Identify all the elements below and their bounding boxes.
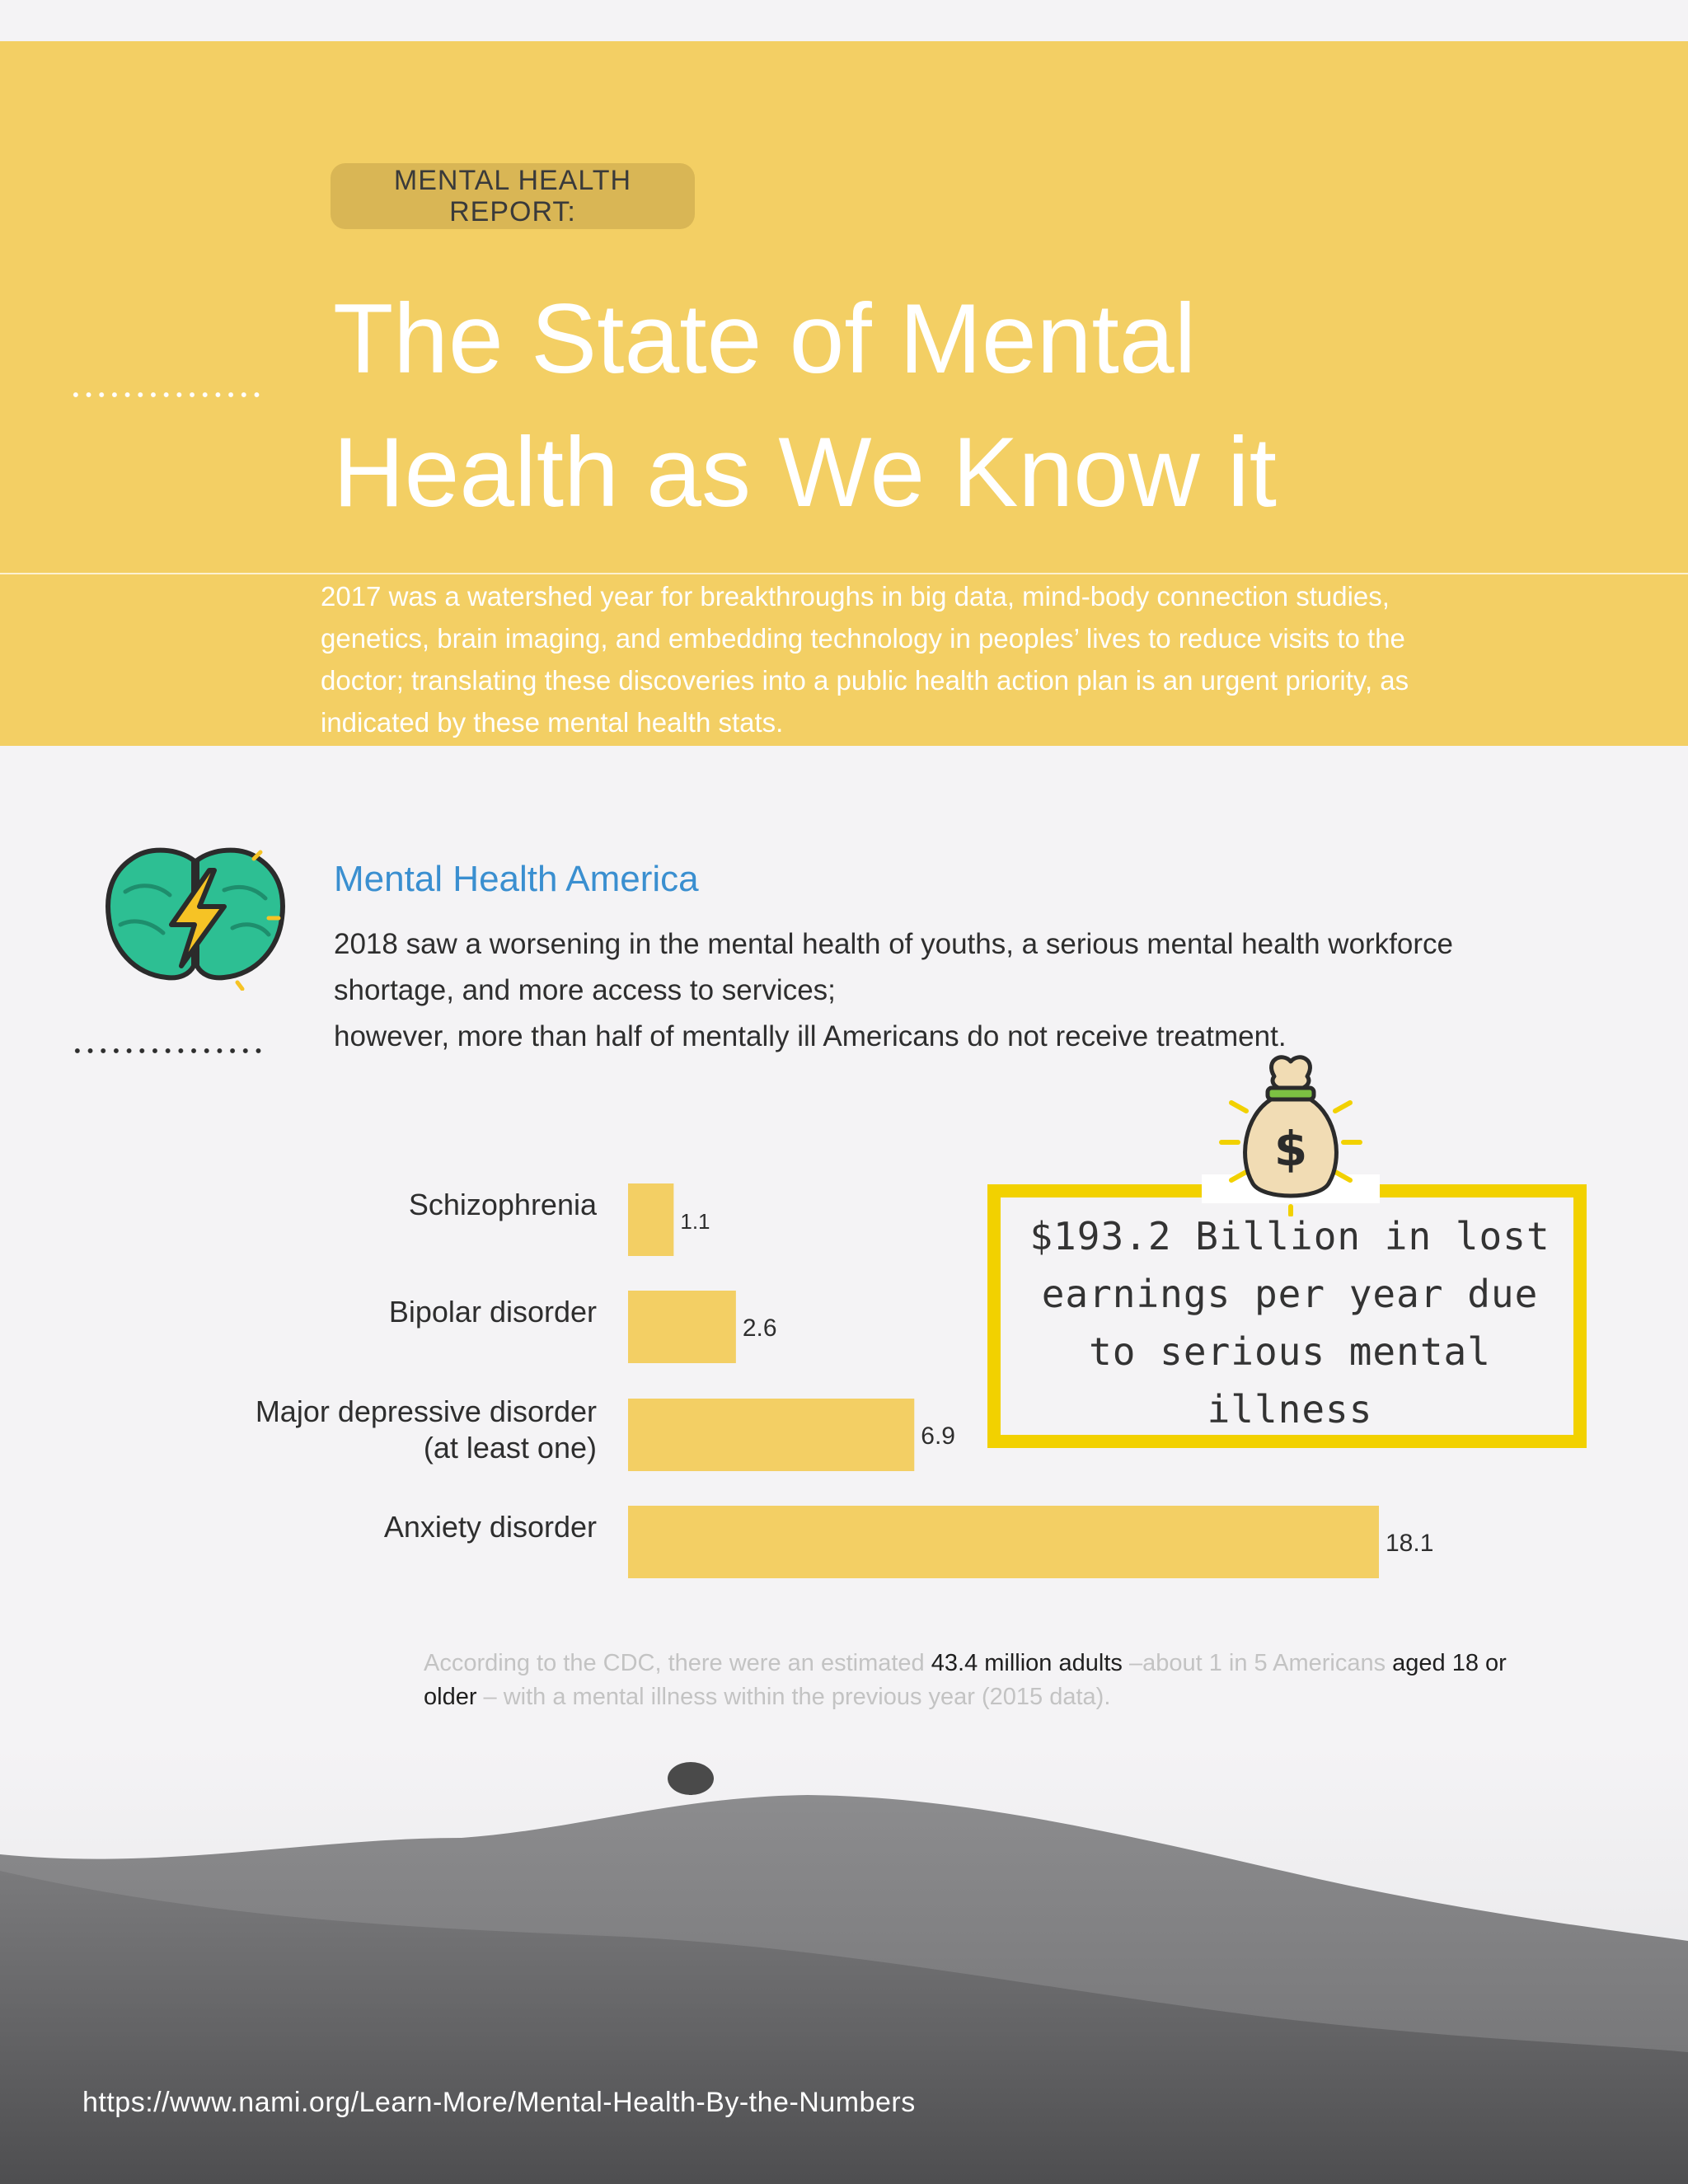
chart-bar: [628, 1399, 914, 1471]
money-bag-icon: [1217, 1052, 1365, 1216]
dotted-divider-section: [71, 1047, 265, 1054]
cdc-note-part-3: – with a mental illness within the previous year (2015 data).: [476, 1684, 1111, 1710]
section-title: Mental Health America: [334, 859, 699, 899]
header-divider: [0, 573, 1688, 574]
page-title: [333, 272, 1487, 539]
title-line-2: Health as We Know it: [333, 417, 1277, 527]
chart-bar: [628, 1291, 736, 1363]
chart-bar: [628, 1506, 1379, 1578]
svg-text:$: $: [1273, 1121, 1308, 1177]
cdc-note-highlight-2: aged 18 or older: [424, 1650, 1507, 1710]
section-body-line-2: however, more than half of mentally ill Americans do not receive treatment.: [334, 1020, 1287, 1052]
chart-value-label: 6.9: [921, 1422, 956, 1450]
cdc-note-highlight-1: 43.4 million adults: [931, 1650, 1123, 1676]
chart-value-label: 1.1: [680, 1209, 710, 1234]
chart-category-label: Schizophrenia: [408, 1188, 597, 1221]
cdc-note-part-2: –about 1 in 5 Americans: [1122, 1650, 1393, 1676]
source-url[interactable]: https://www.nami.org/Learn-More/Mental-Health-By-the-Numbers: [82, 2087, 916, 2118]
chart-value-label: 18.1: [1386, 1530, 1434, 1557]
dotted-divider-header: [69, 391, 264, 398]
section-body-line-1: 2018 saw a worsening in the mental health of youths, a serious mental health workforce shortage, and more access to services;: [334, 928, 1453, 1006]
chart-category-label: Bipolar disorder: [388, 1295, 597, 1329]
report-label: MENTAL HEALTH REPORT:: [393, 165, 632, 227]
earnings-callout-text: $193.2 Billion in lost earnings per year due to serious mental illness: [1029, 1214, 1550, 1432]
cdc-note: [424, 1647, 1561, 1714]
report-label-pill: [331, 163, 695, 229]
section-body: [334, 921, 1529, 1060]
intro-paragraph: 2017 was a watershed year for breakthroughs in big data, mind-body connection studies, genetics, brain imaging, and embedding technology in peoples’ lives to reduce visits to the doctor; translating these discoveries into a public health action plan is an urgent priority, as indicated by these mental health stats.: [321, 581, 1409, 738]
chart-value-label: 2.6: [742, 1315, 777, 1342]
title-line-1: The State of Mental: [333, 284, 1197, 394]
cdc-note-part-1: According to the CDC, there were an estimated: [424, 1650, 931, 1676]
chart-category-label: Anxiety disorder: [383, 1510, 597, 1544]
chart-category-label: Major depressive disorder (at least one): [255, 1394, 597, 1465]
brain-lightning-icon: [101, 842, 290, 991]
chart-bar: [628, 1183, 673, 1256]
